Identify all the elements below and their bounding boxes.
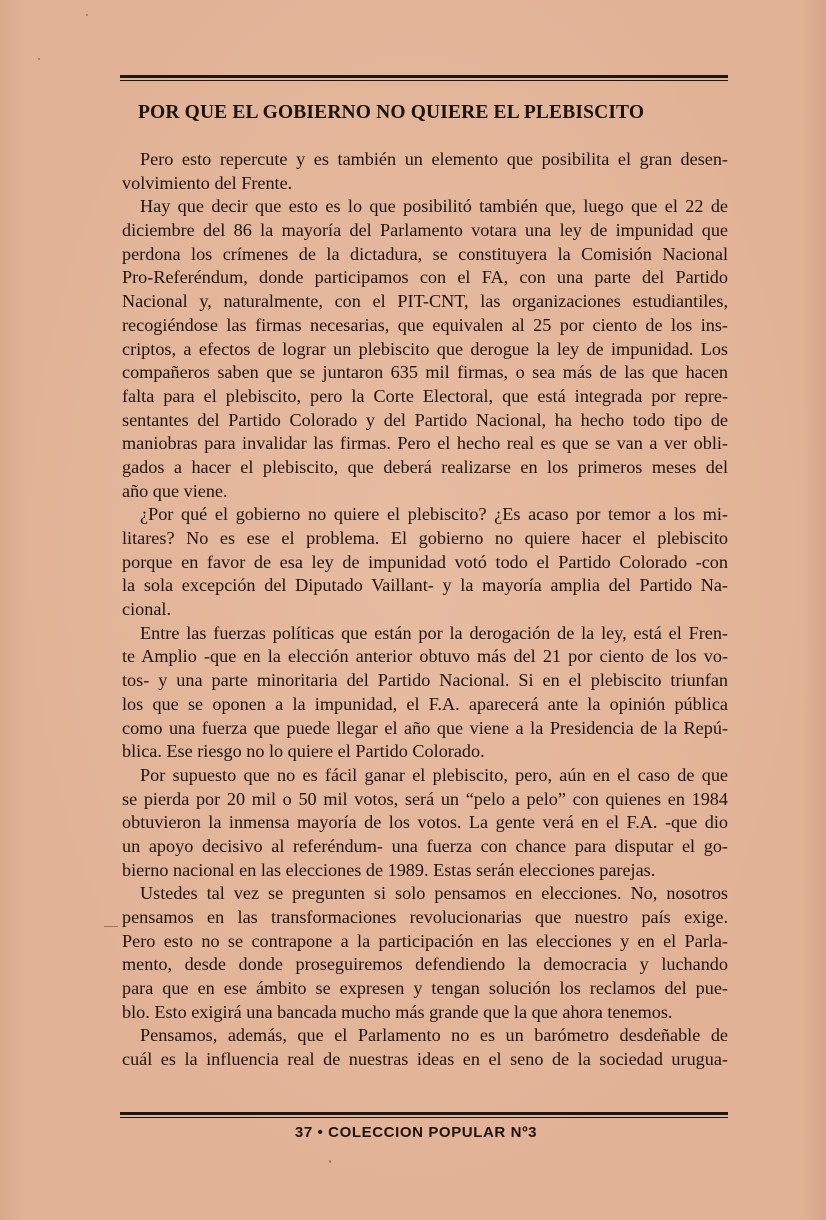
text-line: ¿Por qué el gobierno no quiere el plebiscito? ¿Es acaso por temor a los mi- — [140, 504, 728, 525]
text-line: litares? No es ese el problema. El gobierno no quiere hacer el plebiscito — [122, 528, 728, 548]
top-rule — [120, 75, 728, 78]
paper-speck — [329, 1160, 331, 1163]
text-line: compañeros saben que se juntaron 635 mil firmas, o sea más de las que hacen — [122, 362, 728, 383]
text-line: sentantes del Partido Colorado y del Partido Nacional, ha hecho todo tipo de — [122, 409, 728, 430]
top-rule-thin — [120, 80, 728, 81]
text-line: blica. Ese riesgo no lo quiere el Partido Colorado. — [122, 741, 485, 762]
text-line: tos- y una parte minoritaria del Partido Nacional. Si en el plebiscito triunfan — [122, 670, 728, 691]
chapter-heading: POR QUE EL GOBIERNO NO QUIERE EL PLEBISCITO — [138, 102, 645, 123]
text-line: recogiéndose las firmas necesarias, que equivalen al 25 por ciento de los ins- — [122, 314, 728, 335]
text-line: para que en ese ámbito se expresen y tengan solución los reclamos del pue- — [122, 978, 728, 999]
text-line: Por supuesto que no es fácil ganar el plebiscito, pero, aún en el caso de que — [140, 764, 728, 785]
text-line: Hay que decir que esto es lo que posibilitó también que, luego que el 22 de — [140, 196, 728, 217]
text-line: perdona los crímenes de la dictadura, se constituyera la Comisión Nacional — [122, 243, 728, 264]
bottom-rule-thin — [120, 1117, 728, 1118]
text-line: blo. Esto exigirá una bancada mucho más grande que la que ahora tenemos. — [122, 1001, 673, 1022]
text-line: pensamos en las transformaciones revolucionarias que nuestro país exige. — [122, 907, 728, 927]
bottom-rule — [120, 1112, 728, 1115]
body-text — [122, 148, 728, 1072]
text-line: porque en favor de esa ley de impunidad votó todo el Partido Colorado -con — [122, 551, 728, 572]
text-line: gados a hacer el plebiscito, que deberá realizarse en los primeros meses del — [122, 456, 728, 477]
text-line: Pero esto repercute y es también un elemento que posibilita el gran desen- — [140, 149, 728, 169]
text-line: maniobras para invalidar las firmas. Pero el hecho real es que se van a ver obli- — [122, 433, 728, 454]
text-line: falta para el plebiscito, pero la Corte Electoral, que está integrada por repre- — [122, 385, 728, 406]
paper-speck — [38, 58, 40, 60]
paper-speck — [86, 14, 88, 16]
paper-mark — [104, 926, 118, 927]
text-line: cional. — [122, 599, 171, 620]
text-line: criptos, a efectos de lograr un plebiscito que derogue la ley de impunidad. Los — [122, 338, 728, 359]
text-line: cuál es la influencia real de nuestras ideas en el seno de la sociedad urugua- — [122, 1049, 728, 1070]
text-line: Nacional y, naturalmente, con el PIT-CNT, las organizaciones estudiantiles, — [122, 291, 728, 312]
text-line: mento, desde donde proseguiremos defendiendo la democracia y luchando — [122, 954, 728, 975]
text-line: Pero esto no se contrapone a la participación en las elecciones y en el Parla- — [122, 930, 728, 951]
text-line: Ustedes tal vez se pregunten si solo pensamos en elecciones. No, nosotros — [140, 883, 728, 904]
text-line: te Amplio -que en la elección anterior obtuvo más del 21 por ciento de los vo- — [122, 646, 728, 667]
text-line: Entre las fuerzas políticas que están por la derogación de la ley, está el Fren- — [140, 622, 728, 643]
text-line: como una fuerza que puede llegar el año que viene a la Presidencia de la Repú- — [122, 717, 728, 738]
text-line: bierno nacional en las elecciones de 1989. Estas serán elecciones parejas. — [122, 859, 656, 880]
text-line: Pensamos, además, que el Parlamento no es un barómetro desdeñable de — [140, 1025, 728, 1046]
text-line: año que viene. — [122, 480, 228, 501]
text-line: los que se oponen a la impunidad, el F.A. aparecerá ante la opinión pública — [122, 693, 728, 714]
text-line: un apoyo decisivo al referéndum- una fuerza con chance para disputar el go- — [122, 835, 728, 856]
text-line: Pro-Referéndum, donde participamos con el FA, con una parte del Partido — [122, 267, 728, 288]
page-footer: 37 • COLECCION POPULAR Nº3 — [294, 1124, 538, 1141]
text-line: volvimiento del Frente. — [122, 172, 293, 193]
text-line: la sola excepción del Diputado Vaillant- y la mayoría amplia del Partido Na- — [122, 575, 728, 596]
text-line: obtuvieron la inmensa mayoría de los votos. La gente verá en el F.A. -que dio — [122, 812, 728, 833]
text-line: diciembre del 86 la mayoría del Parlamento votara una ley de impunidad que — [122, 220, 728, 241]
text-line: se pierda por 20 mil o 50 mil votos, será un “pelo a pelo” con quienes en 1984 — [122, 788, 728, 809]
